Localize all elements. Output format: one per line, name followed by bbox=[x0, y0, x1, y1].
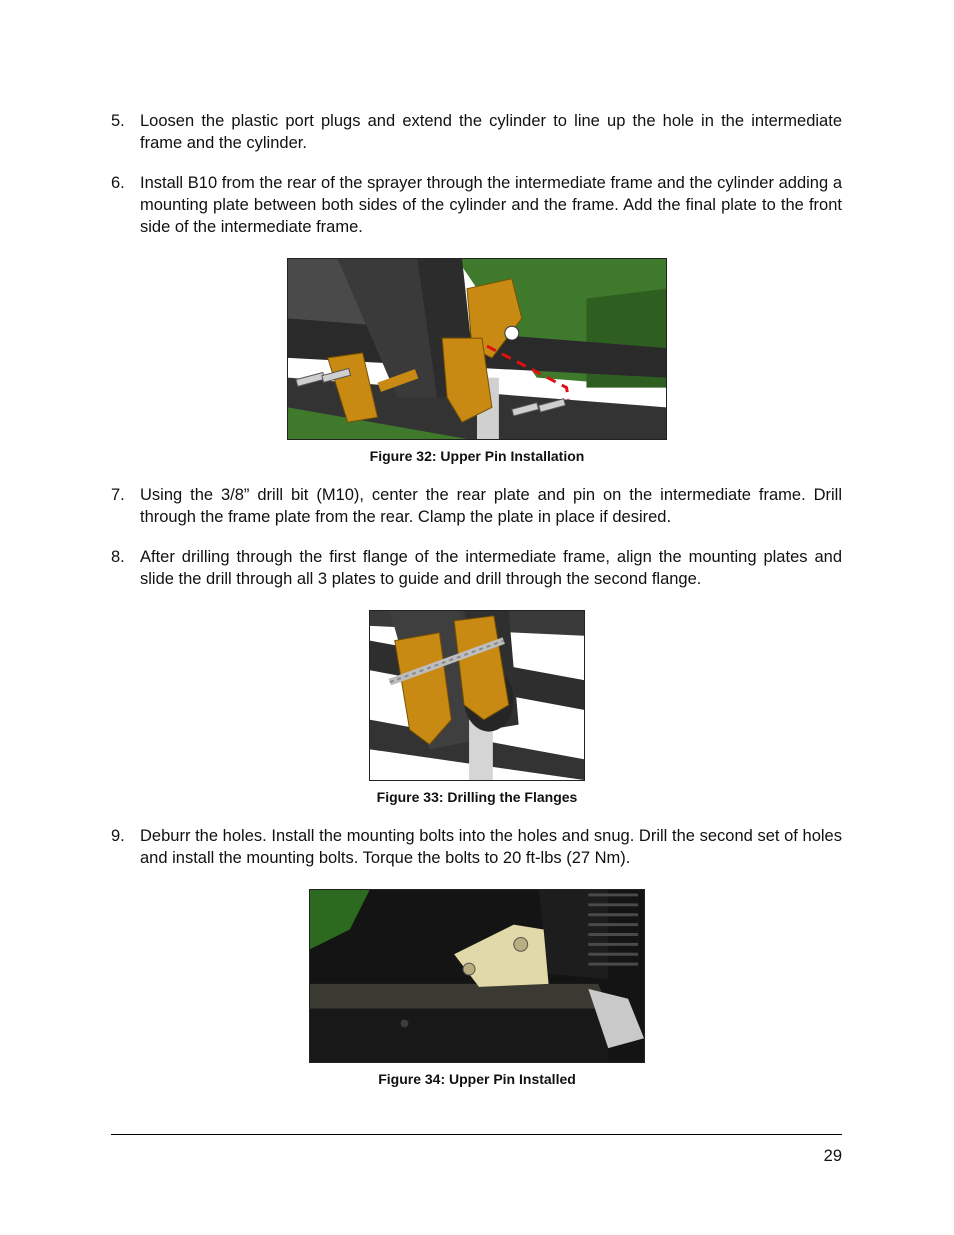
step-8 bbox=[111, 546, 842, 590]
step-7 bbox=[111, 484, 842, 528]
figure-33-image bbox=[369, 610, 585, 781]
page-number: 29 bbox=[823, 1147, 842, 1165]
upper-pin-installation-illustration bbox=[288, 259, 666, 439]
figure-32-image bbox=[287, 258, 667, 440]
figure-34-photo bbox=[309, 889, 645, 1063]
figure-32-caption: Figure 32: Upper Pin Installation bbox=[369, 448, 585, 464]
step-number: 9. bbox=[111, 827, 125, 845]
step-5 bbox=[111, 110, 842, 154]
step-9 bbox=[111, 825, 842, 869]
step-text: After drilling through the first flange of the intermediate frame, align the mounting plates and slide the drill through all 3 plates to guide and drill through the second flange. bbox=[140, 548, 842, 588]
step-number: 6. bbox=[111, 174, 125, 192]
step-text: Loosen the plastic port plugs and extend the cylinder to line up the hole in the intermediate frame and the cylinder. bbox=[140, 112, 842, 152]
step-text: Using the 3/8” drill bit (M10), center the rear plate and pin on the intermediate frame. Drill through the frame plate from the rear. Clamp the plate in place if desired. bbox=[140, 486, 842, 526]
step-6 bbox=[111, 172, 842, 238]
figure-34-caption: Figure 34: Upper Pin Installed bbox=[378, 1071, 576, 1087]
figure-33-caption: Figure 33: Drilling the Flanges bbox=[376, 789, 578, 805]
footer-rule bbox=[111, 1134, 842, 1135]
step-text: Install B10 from the rear of the sprayer through the intermediate frame and the cylinder adding a mounting plate between both sides of the cylinder and the frame. Add the final plate to the front side of the intermediate frame. bbox=[140, 174, 842, 236]
upper-pin-installed-photo bbox=[310, 890, 644, 1062]
step-text: Deburr the holes. Install the mounting bolts into the holes and snug. Drill the second set of holes and install the mounting bolts. Torque the bolts to 20 ft-lbs (27 Nm). bbox=[140, 827, 842, 867]
step-number: 8. bbox=[111, 548, 125, 566]
step-number: 5. bbox=[111, 112, 125, 130]
step-number: 7. bbox=[111, 486, 125, 504]
drilling-flanges-illustration bbox=[370, 611, 584, 780]
